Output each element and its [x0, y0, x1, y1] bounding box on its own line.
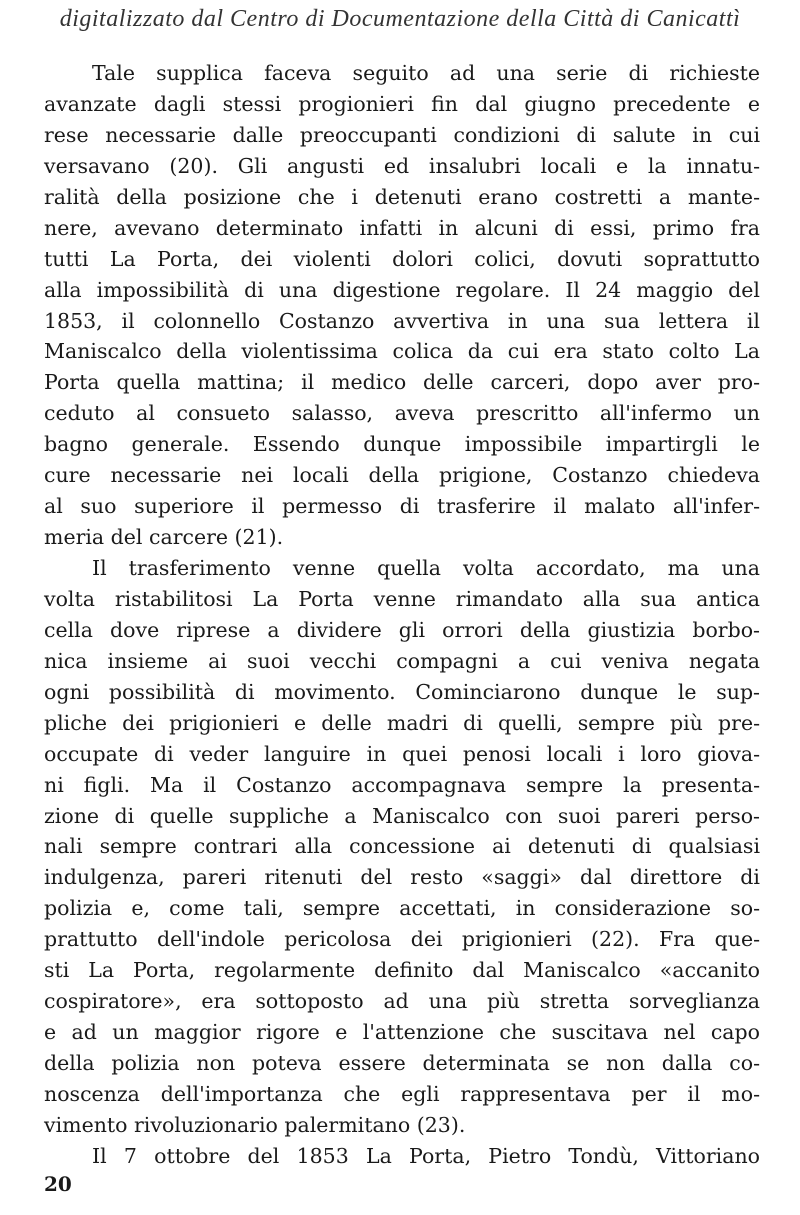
text-line: zione di quelle suppliche a Maniscalco con suoi pareri perso- [44, 803, 760, 828]
text-line: Tale supplica faceva seguito ad una serie di richieste [92, 61, 760, 85]
text-line: prattutto dell'indole pericolosa dei prigionieri (22). Fra que- [44, 927, 760, 952]
text-line: vimento rivoluzionario palermitano (23). [44, 1112, 466, 1137]
text-line: bagno generale. Essendo dunque impossibile impartirgli le [44, 432, 760, 457]
watermark-header: digitalizzato dal Centro di Documentazione della Città di Canicattì [59, 6, 741, 32]
text-line: nica insieme ai suoi vecchi compagni a cui veniva negata [44, 648, 760, 673]
text-line: e ad un maggior rigore e l'attenzione che suscitava nel capo [44, 1020, 760, 1045]
text-line: indulgenza, pareri ritenuti del resto «saggi» dal direttore di [44, 865, 760, 890]
text-line: rese necessarie dalle preoccupanti condizioni di salute in cui [44, 122, 760, 147]
text-line: cure necessarie nei locali della prigione, Costanzo chiedeva [44, 463, 760, 488]
text-line: avanzate dagli stessi progionieri fin dal giugno precedente e [44, 91, 760, 116]
text-line: cella dove riprese a dividere gli orrori della giustizia borbo- [44, 617, 760, 642]
text-line: ceduto al consueto salasso, aveva prescritto all'infermo un [44, 401, 760, 426]
text-line: ralità della posizione che i detenuti erano costretti a mante- [44, 184, 760, 209]
text-line: noscenza dell'importanza che egli rappresentava per il mo- [44, 1081, 760, 1106]
text-line: ogni possibilità di movimento. Cominciarono dunque le sup- [44, 679, 760, 704]
text-line: polizia e, come tali, sempre accettati, in considerazione so- [44, 896, 760, 921]
text-line: nali sempre contrari alla concessione ai detenuti di qualsiasi [44, 834, 760, 859]
text-line: Il 7 ottobre del 1853 La Porta, Pietro Tondù, Vittoriano [92, 1143, 760, 1168]
text-line: 1853, il colonnello Costanzo avvertiva in una sua lettera il [44, 308, 760, 333]
text-line: alla impossibilità di una digestione regolare. Il 24 maggio del [44, 277, 760, 302]
text-line: cospiratore», era sottoposto ad una più stretta sorveglianza [44, 989, 760, 1014]
body-text [44, 58, 760, 1172]
text-line: occupate di veder languire in quei penosi locali i loro giova- [44, 741, 760, 766]
page-number: 20 [44, 1172, 72, 1196]
text-line: Maniscalco della violentissima colica da cui era stato colto La [44, 339, 760, 364]
text-line: meria del carcere (21). [44, 525, 284, 550]
text-line: Il trasferimento venne quella volta accordato, ma una [92, 556, 760, 580]
text-line: volta ristabilitosi La Porta venne rimandato alla sua antica [44, 586, 760, 611]
text-line: Porta quella mattina; il medico delle carceri, dopo aver pro- [44, 370, 760, 395]
text-line: tutti La Porta, dei violenti dolori colici, dovuti soprattutto [44, 246, 760, 271]
text-line: pliche dei prigionieri e delle madri di quelli, sempre più pre- [44, 710, 760, 735]
text-line: della polizia non poteva essere determinata se non dalla co- [44, 1051, 760, 1075]
text-line: versavano (20). Gli angusti ed insalubri locali e la innatu- [44, 153, 760, 178]
text-line: sti La Porta, regolarmente definito dal Maniscalco «accanito [44, 958, 760, 983]
text-line: ni figli. Ma il Costanzo accompagnava sempre la presenta- [44, 772, 760, 797]
text-line: al suo superiore il permesso di trasferire il malato all'infer- [44, 494, 760, 519]
text-line: nere, avevano determinato infatti in alcuni di essi, primo fra [44, 215, 760, 240]
